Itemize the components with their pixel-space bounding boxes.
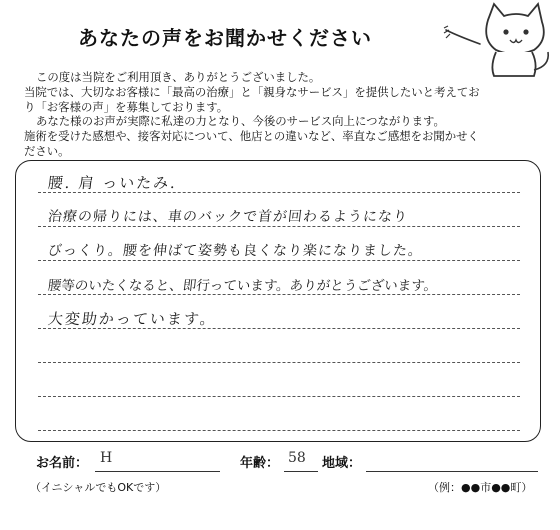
handwritten-line: 大変助かっています。 <box>47 310 218 328</box>
intro-line: 当院では、大切なお客様に「最高の治療」と「親身なサービス」を提供したいと考えてお <box>24 84 480 99</box>
initial-note: （イニシャルでもOKです） <box>30 481 167 494</box>
region-example: （例：●●市●●町） <box>428 481 533 494</box>
handwritten-line: 腰等のいたくなると、即行っています。ありがとうございます。 <box>46 278 438 294</box>
handwritten-line: 腰. 肩 っいたみ. <box>47 174 178 192</box>
handwritten-line: びっくり。腰を伸ばて姿勢も良くなり楽になりました。 <box>47 243 424 259</box>
ruled-line <box>38 294 520 295</box>
intro-line: ださい。 <box>24 143 70 158</box>
name-value[interactable]: H <box>100 450 113 466</box>
name-label: お名前： <box>36 456 89 471</box>
handwritten-line: 治療の帰りには、車のバックで首が回わるようになり <box>47 209 409 225</box>
ruled-line <box>38 430 520 431</box>
intro-line: り「お客様の声」を募集しております。 <box>24 99 229 114</box>
region-label: 地域： <box>322 456 362 471</box>
intro-line: 施術を受けた感想や、接客対応について、他店との違いなど、率直なご感想をお聞かせく <box>24 129 479 144</box>
age-underline <box>284 471 318 472</box>
region-underline <box>366 471 538 472</box>
ruled-line <box>38 396 520 397</box>
cat-mascot-icon <box>438 0 556 78</box>
age-value[interactable]: 58 <box>288 450 306 466</box>
ruled-line <box>38 260 520 261</box>
intro-line: この度は当院をご利用頂き、ありがとうございました。 <box>36 70 321 84</box>
age-label: 年齢： <box>240 456 280 471</box>
intro-text <box>24 70 539 159</box>
page-title: あなたの声をお聞かせください <box>78 26 372 50</box>
ruled-line <box>38 362 520 363</box>
intro-line: あなた様のお声が実際に私達の力となり、今後のサービス向上につながります。 <box>36 114 445 129</box>
name-underline <box>95 471 220 472</box>
ruled-line <box>38 226 520 227</box>
